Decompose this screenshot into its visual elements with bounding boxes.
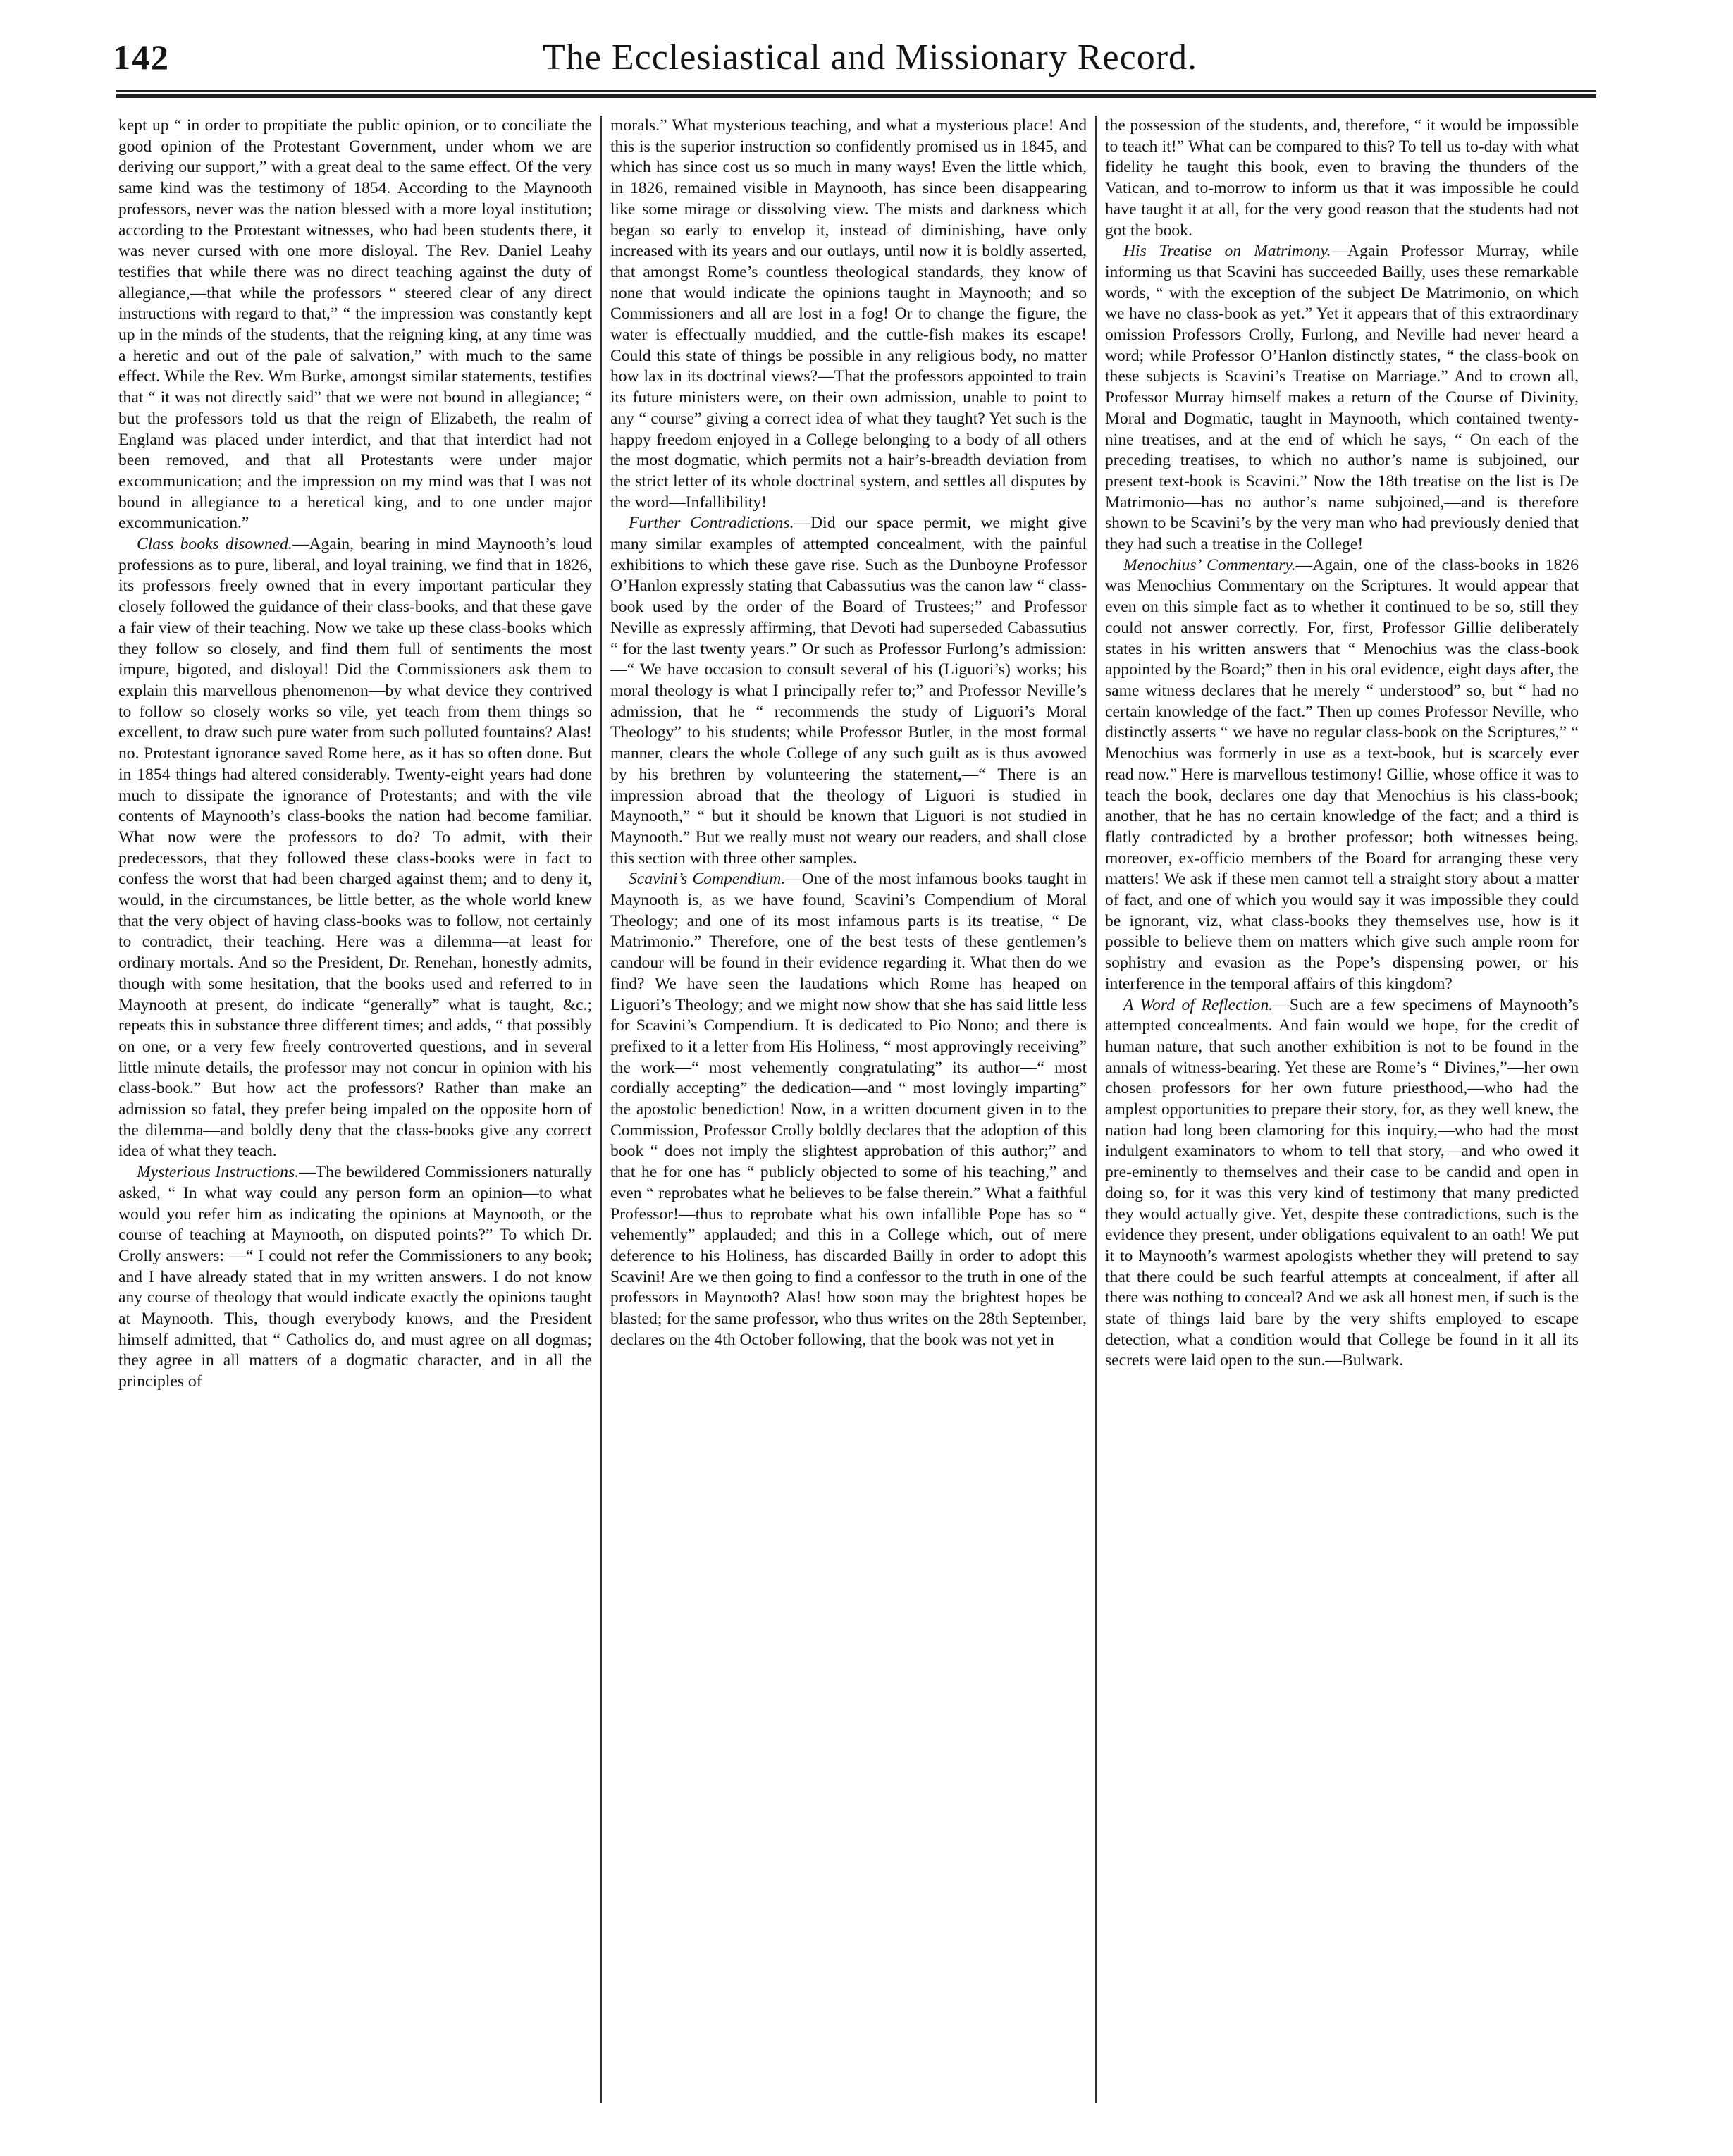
section-paragraph bbox=[1105, 995, 1579, 1372]
section-heading: A Word of Reflection. bbox=[1123, 995, 1273, 1014]
paragraph-text: —The bewildered Commissioners naturally asked, “ In what way could any person form an opinion—to what would you refer him as indicating the opinions at Maynooth, or the course of teaching at Maynooth, on disputed points?” To which Dr. Crolly answers: —“ I could not refer the Commissioners to any book; and I have already stated that in my written answers. I do not know any course of theology that would indicate exactly the opinions taught at Maynooth. This, though everybody knows, and the President himself admitted, that “ Catholics do, and must agree on all dogmas; they agree in all matters of a dogmatic character, and in all the principles of bbox=[118, 1163, 592, 1391]
paragraph-text: the possession of the students, and, therefore, “ it would be impossible to teach it!” What can be compared to this? To tell us to-day with what fidelity he taught this book, even to braving the thunders of the Vatican, and to-morrow to inform us that it was impossible he could have taught it at all, for the very good reason that the students had not got the book. bbox=[1105, 116, 1579, 240]
paragraph-text: morals.” What mysterious teaching, and what a mysterious place! And this is the superior instruction so confidently promised us in 1845, and which has since cost us so much in many ways! Even the little which, in 1826, remained visible in Maynooth, has since been disappearing like some mirage or dissolving view. The mists and darkness which began so early to envelop it, instead of diminishing, have only increased with its years and our outlays, until now it is boldly asserted, that amongst Rome’s countless theological standards, they know of none that would indicate the opinions taught in Maynooth; and so Commissioners and all are lost in a fog! Or to change the figure, the water is effectually muddied, and the cuttle-fish makes its escape! Could this state of things be possible in any religious body, no matter how lax in its doctrinal views?—That the professors appointed to train its future ministers were, on their own admission, unable to point to any “ course” giving a correct idea of what they taught? Yet such is the happy freedom enjoyed in a College belonging to a body of all others the most dogmatic, which permits not a hair’s-breadth deviation from the strict letter of its whole doctrinal system, and settles all disputes by the word—Infallibility! bbox=[610, 116, 1087, 512]
paragraph-text: —Again, one of the class-books in 1826 was Menochius Commentary on the Scriptures. It would appear that even on this simple fact as to whether it continued to be so, still they could not answer correctly. For, first, Professor Gillie deliberately states in his written answers that “ Menochius was the class-book appointed by the Board;” then in his oral evidence, eight days after, the same witness declares that he merely “ understood” so, but “ had no certain knowledge of the fact.” Then up comes Professor Neville, who distinctly asserts “ we have no regular class-book on the Scriptures,” “ Menochius was formerly in use as a text-book, but is scarcely ever read now.” Here is marvellous testimony! Gillie, whose office it was to teach the book, declares one day that Menochius is his class-book; another, that he has no certain knowledge of the fact; and a third is flatly contradicted by a brother professor; both witnesses being, moreover, ex-officio members of the Board for arranging these very matters! We ask if these men cannot tell a straight story about a matter of fact, and one of which you would say it was impossible they could be ignorant, viz, what class-books they themselves use, how is it possible to believe them on matters which give such ample room for sophistry and evasion as the Pope’s dispensing power, or his interference in the temporal affairs of this kingdom? bbox=[1105, 555, 1579, 993]
journal-title: The Ecclesiastical and Missionary Record. bbox=[543, 37, 1198, 78]
section-heading: Further Contradictions. bbox=[629, 514, 794, 533]
section-paragraph bbox=[610, 869, 1087, 1350]
text-column-3 bbox=[1105, 116, 1579, 2103]
column-divider-2 bbox=[1095, 116, 1097, 2103]
paragraph-text: —Did our space permit, we might give many similar examples of attempted concealment, with the painful exhibitions to which these gave rise. Such as the Dunboyne Professor O’Hanlon expressly stating that Cabassutius was the canon law “ class-book used by the order of the Board of Trustees;” and Professor Neville as expressly affirming, that Devoti had superseded Cabassutius “ for the last twenty years.” Or such as Professor Furlong’s admission:—“ We have occasion to consult several of his (Liguori’s) works; his moral theology is what I principally refer to;” and Professor Neville’s admission, that he “ recommends the study of Liguori’s Moral Theology” to his students; while Professor Butler, in the most formal manner, clears the whole College of any such guilt as is thus avowed by his brethren by volunteering the statement,—“ There is an impression abroad that the theology of Liguori is studied in Maynooth,” “ but it should be known that Liguori is not studied in Maynooth.” But we really must not weary our readers, and shall close this section with three other samples. bbox=[610, 514, 1087, 868]
header-rule-thick bbox=[116, 94, 1596, 98]
section-heading: Menochius’ Commentary. bbox=[1123, 555, 1296, 574]
paragraph-text: —Again, bearing in mind Maynooth’s loud professions as to pure, liberal, and loyal training, we find that in 1826, its professors freely owned that in every important particular they closely followed the guidance of their class-books, and that these gave a fair view of their teaching. Now we take up these class-books which they follow so closely, and find them full of sentiments the most impure, bigoted, and disloyal! Did the Commissioners ask them to explain this marvellous phenomenon—by what device they contrived to follow so closely works so vile, yet teach from them things so excellent, to draw such pure water from such polluted fountains? Alas! no. Protestant ignorance saved Rome here, as it has so often done. But in 1854 things had altered considerably. Twenty-eight years had done much to dissipate the ignorance of Protestants; and with the vile contents of Maynooth’s class-books the nation had become familiar. What now were the professors to do? To admit, with their predecessors, that they followed these class-books were in fact to confess the worst that had been charged against them; and to deny it, would, in the circumstances, be little better, as the whole world knew that the very object of having class-books was to follow, not certainly to contradict, their teaching. Here was a dilemma—at least for ordinary mortals. And so the President, Dr. Renehan, honestly admits, though with some hesitation, that the books used and referred to in Maynooth at present, do indicate “generally” what is taught, &c.; repeats this in substance three different times; and adds, “ that possibly on one, or a very few freely controverted questions, and in several little minute details, the professor may not concur in opinion with his class-book.” But how act the professors? Rather than make an admission so fatal, they prefer being impaled on the opposite horn of the dilemma—and boldly deny that the class-books give any correct idea of what they teach. bbox=[118, 535, 592, 1161]
text-column-2 bbox=[610, 116, 1087, 2103]
column-divider-1 bbox=[600, 116, 602, 2103]
section-heading: Mysterious Instructions. bbox=[137, 1163, 300, 1182]
paragraph-text: —Again Professor Murray, while informing us that Scavini has succeeded Bailly, uses these remarkable words, “ with the exception of the subject De Matrimonio, on which we have no class-book as yet.” Yet it appears that of this extraordinary omission Professors Crolly, Furlong, and Neville had never heard a word; while Professor O’Hanlon distinctly states, “ the class-book on these subjects is Scavini’s Treatise on Marriage.” And to crown all, Professor Murray himself makes a return of the Course of Divinity, Moral and Dogmatic, taught in Maynooth, which contained twenty-nine treatises, and at the end of which he says, “ On each of the preceding treatises, to which no author’s name is subjoined, our present text-book is Scavini.” Now the 18th treatise on the list is De Matrimonio—has no author’s name subjoined,—and is therefore shown to be Scavini’s by the very man who had previously denied that they had such a treatise in the College! bbox=[1105, 242, 1579, 554]
text-column-1 bbox=[118, 116, 592, 2103]
header-rule-thin bbox=[116, 90, 1596, 92]
section-paragraph bbox=[118, 1162, 592, 1393]
paragraph-text: kept up “ in order to propitiate the public opinion, or to conciliate the good opinion of the Protestant Government, under whom we are deriving our support,” with a great deal to the same effect. Of the very same kind was the testimony of 1854. According to the Maynooth professors, never was the nation blessed with a more loyal institution; according to the Protestant witnesses, who had been students there, it was never cursed with one more disloyal. The Rev. Daniel Leahy testifies that while there was no direct teaching against the duty of allegiance,—that while the professors “ steered clear of any direct instructions with regard to that,” “ the impression was constantly kept up in the minds of the students, that the reigning king, at any time was a heretic and out of the pale of salvation,” with much to the same effect. While the Rev. Wm Burke, amongst similar statements, testifies that “ it was not directly said” that we were not bound in allegiance; “ but the professors told us that the reign of Elizabeth, the realm of England was placed under interdict, and that that interdict had not been removed, and that all Protestants were under major excommunication; and the impression on my mind was that I was not bound in allegiance to a heretical king, and to one under major excommunication.” bbox=[118, 116, 592, 533]
paragraph bbox=[1105, 116, 1579, 241]
section-heading: His Treatise on Matrimony. bbox=[1123, 242, 1331, 261]
section-paragraph bbox=[1105, 555, 1579, 995]
paragraph bbox=[118, 116, 592, 534]
page-header bbox=[113, 37, 1600, 86]
section-heading: Class books disowned. bbox=[137, 535, 292, 554]
section-paragraph bbox=[1105, 241, 1579, 555]
section-paragraph bbox=[610, 513, 1087, 869]
section-paragraph bbox=[118, 534, 592, 1162]
page-number: 142 bbox=[113, 37, 170, 77]
paragraph-text: —One of the most infamous books taught in Maynooth is, as we have found, Scavini’s Compendium of Moral Theology; and one of its most infamous parts is its treatise, “ De Matrimonio.” Therefore, one of the best tests of these gentlemen’s candour will be found in their evidence regarding it. What then do we find? We have seen the laudations which Rome has heaped on Liguori’s Theology; and we might now show that she has said little less for Scavini’s Compendium. It is dedicated to Pio Nono; and there is prefixed to it a letter from His Holiness, “ most approvingly receiving” the work—“ most vehemently congratulating” its author—“ most cordially accepting” the dedication—and “ most lovingly imparting” the apostolic benediction! Now, in a written document given in to the Commission, Professor Crolly boldly declares that the adoption of this book “ does not imply the slightest approbation of this author;” and that he for one has “ publicly objected to some of his teaching,” and even “ reprobates what he believes to be false therein.” What a faithful Professor!—thus to reprobate what his own infallible Pope has so “ vehemently” applauded; and this in a College which, out of mere deference to his Holiness, has discarded Bailly in order to adopt this Scavini! Are we then going to find a confessor to the truth in one of the professors in Maynooth? Alas! how soon may the brightest hopes be blasted; for the same professor, who thus writes on the 28th September, declares on the 4th October following, that the book was not yet in bbox=[610, 870, 1087, 1349]
section-heading: Scavini’s Compendium. bbox=[629, 870, 786, 889]
paragraph-text: —Such are a few specimens of Maynooth’s attempted concealments. And fain would we hope, for the credit of human nature, that such another exhibition is not to be found in the annals of witness-bearing. Yet these are Rome’s “ Divines,”—her own chosen professors for her own future priesthood,—who had the amplest opportunities to prepare their story, for, as they well knew, the nation had long been clamoring for this inquiry,—who had the most indulgent examinators to whom to tell that story,—and who owed it pre-eminently to themselves and their case to be candid and open in doing so, for it was this very kind of testimony that many predicted they would actually give. Yet, despite these contradictions, such is the evidence they present, under obligations equivalent to an oath! We put it to Maynooth’s warmest apologists whether they will pretend to say that there could be such fearful attempts at concealment, if after all there was nothing to conceal? And we ask all honest men, if such is the state of things laid bare by the very shifts employed to escape detection, what a condition would that College be found in it all its secrets were laid open to the sun.—Bulwark. bbox=[1105, 995, 1579, 1370]
paragraph bbox=[610, 116, 1087, 513]
